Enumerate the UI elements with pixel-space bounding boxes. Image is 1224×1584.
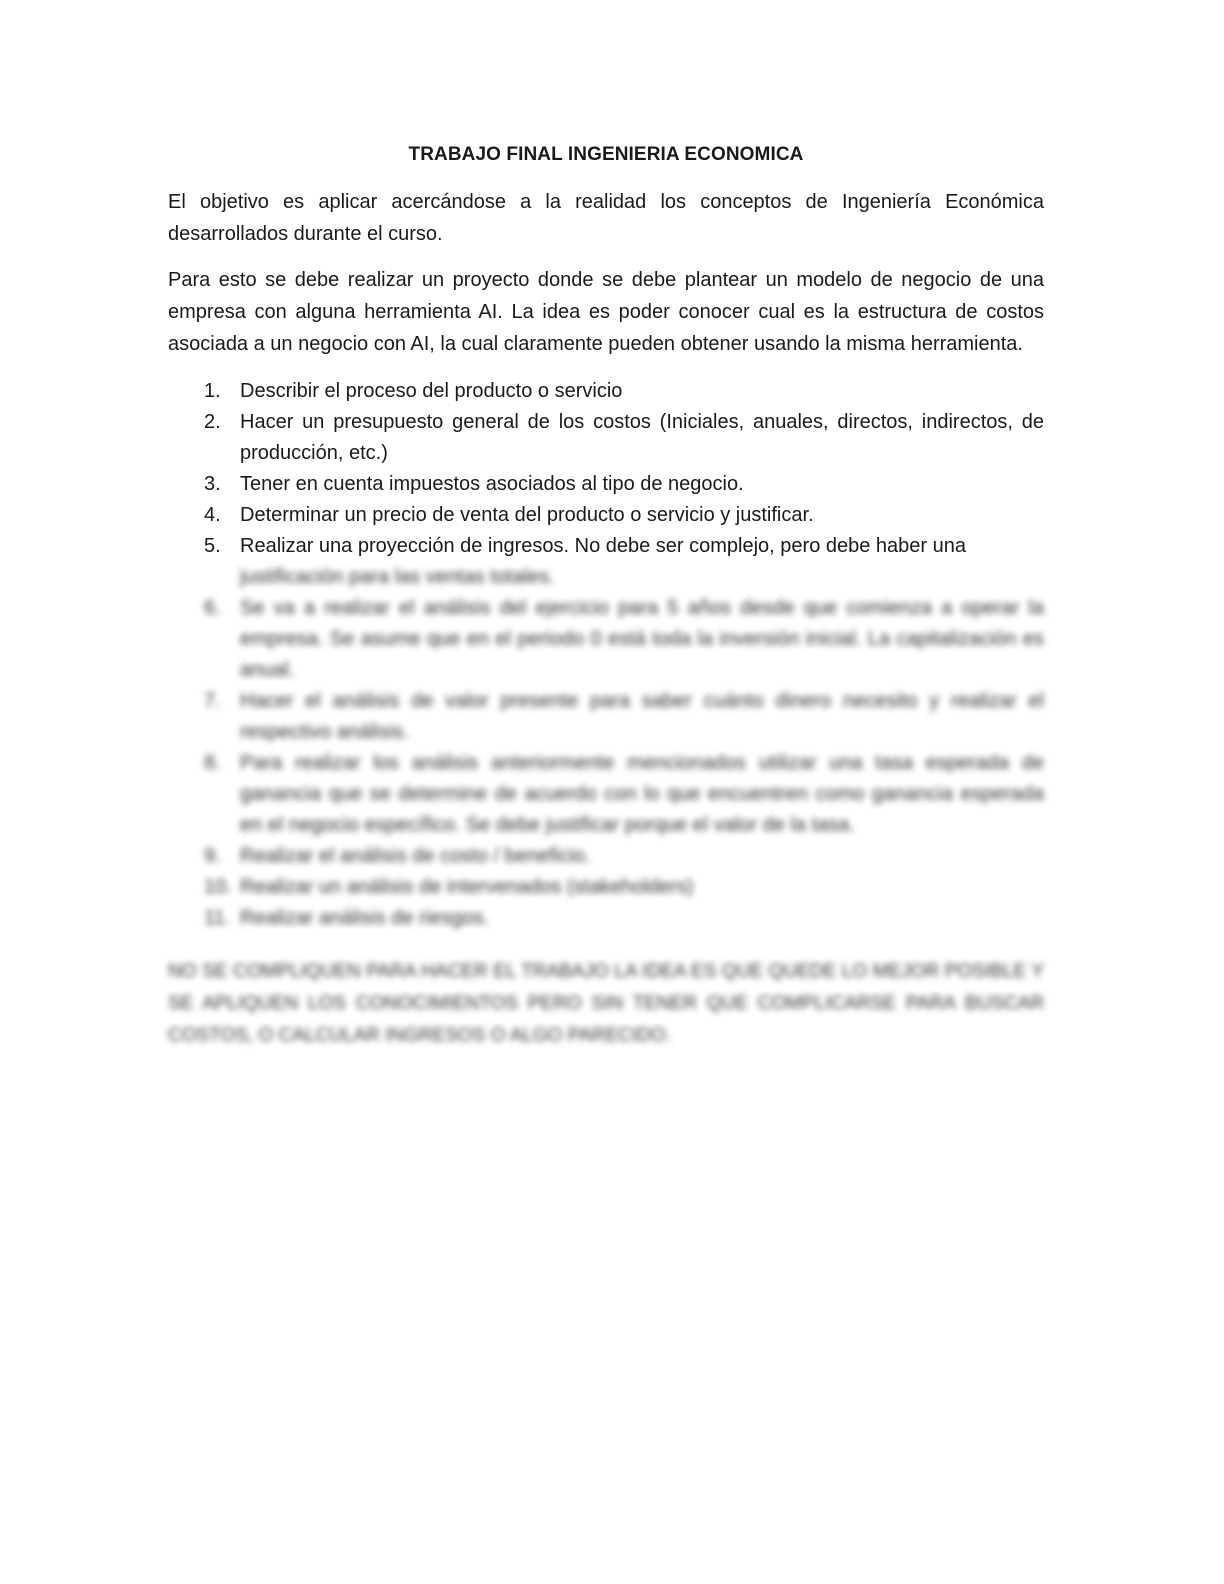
document-page	[168, 140, 1044, 1052]
list-item-text: Realizar un análisis de intervenados (stakeholders)	[240, 876, 694, 898]
list-item-number: 11.	[204, 907, 231, 929]
list-item-text: Para realizar los análisis anteriormente mencionados utilizar una tasa esperada de ganancia que se determine de acuerdo con lo que encuentren como ganancia esperada en el negocio específico. Se debe justificar porque el valor de la tasa.	[240, 752, 1044, 836]
list-item-number: 5.	[204, 535, 221, 557]
list-item-text: Determinar un precio de venta del producto o servicio y justificar.	[240, 504, 814, 526]
list-item-number: 8.	[204, 752, 221, 774]
list-item-text: Hacer el análisis de valor presente para saber cuánto dinero necesito y realizar el respectivo análisis.	[240, 690, 1044, 743]
list-item-number: 7.	[204, 690, 221, 712]
list-item	[168, 376, 1044, 407]
list-item	[168, 872, 1044, 903]
list-item-text: Realizar una proyección de ingresos. No debe ser complejo, pero debe haber una	[240, 535, 967, 557]
list-item-number: 10.	[204, 876, 232, 898]
list-item-number: 6.	[204, 597, 221, 619]
list-item-number: 3.	[204, 473, 221, 495]
list-item	[168, 531, 1044, 593]
list-item-text: Hacer un presupuesto general de los costos (Iniciales, anuales, directos, indirectos, de producción, etc.)	[240, 411, 1044, 464]
list-item-number: 1.	[204, 380, 221, 402]
list-item-text: Realizar el análisis de costo / beneficio.	[240, 845, 591, 867]
list-item	[168, 500, 1044, 531]
paragraph-objective: El objetivo es aplicar acercándose a la realidad los conceptos de Ingeniería Económica desarrollados durante el curso.	[168, 191, 1044, 245]
steps-list	[168, 376, 1044, 934]
list-item	[168, 593, 1044, 686]
list-item-text: Describir el proceso del producto o servicio	[240, 380, 623, 402]
list-item	[168, 841, 1044, 872]
list-item	[168, 903, 1044, 934]
list-item-text-blurred: justificación para las ventas totales.	[240, 566, 555, 588]
list-item-number: 2.	[204, 411, 221, 433]
list-item-text: Se va a realizar el análisis del ejercicio para 5 años desde que comienza a operar la empresa. Se asume que en el periodo 0 está toda la inversión inicial. La capitalización es anual.	[240, 597, 1044, 681]
list-item-text: Tener en cuenta impuestos asociados al tipo de negocio.	[240, 473, 744, 495]
paragraph-description: Para esto se debe realizar un proyecto donde se debe plantear un modelo de negocio de una empresa con alguna herramienta AI. La idea es poder conocer cual es la estructura de costos asociada a un negocio con AI, la cual claramente pueden obtener usando la misma herramienta.	[168, 269, 1044, 355]
document-title: TRABAJO FINAL INGENIERIA ECONOMICA	[408, 144, 804, 165]
list-item	[168, 469, 1044, 500]
closing-note: NO SE COMPLIQUEN PARA HACER EL TRABAJO LA IDEA ES QUE QUEDE LO MEJOR POSIBLE Y SE APLIQUEN LOS CONOCIMIENTOS PERO SIN TENER QUE COMPLICARSE PARA BUSCAR COSTOS, O CALCULAR INGRESOS O ALGO PARECIDO.	[168, 961, 1044, 1046]
list-item	[168, 407, 1044, 469]
list-item-text: Realizar análisis de riesgos.	[240, 907, 490, 929]
list-item	[168, 686, 1044, 748]
list-item	[168, 748, 1044, 841]
list-item-number: 9.	[204, 845, 221, 867]
list-item-number: 4.	[204, 504, 221, 526]
